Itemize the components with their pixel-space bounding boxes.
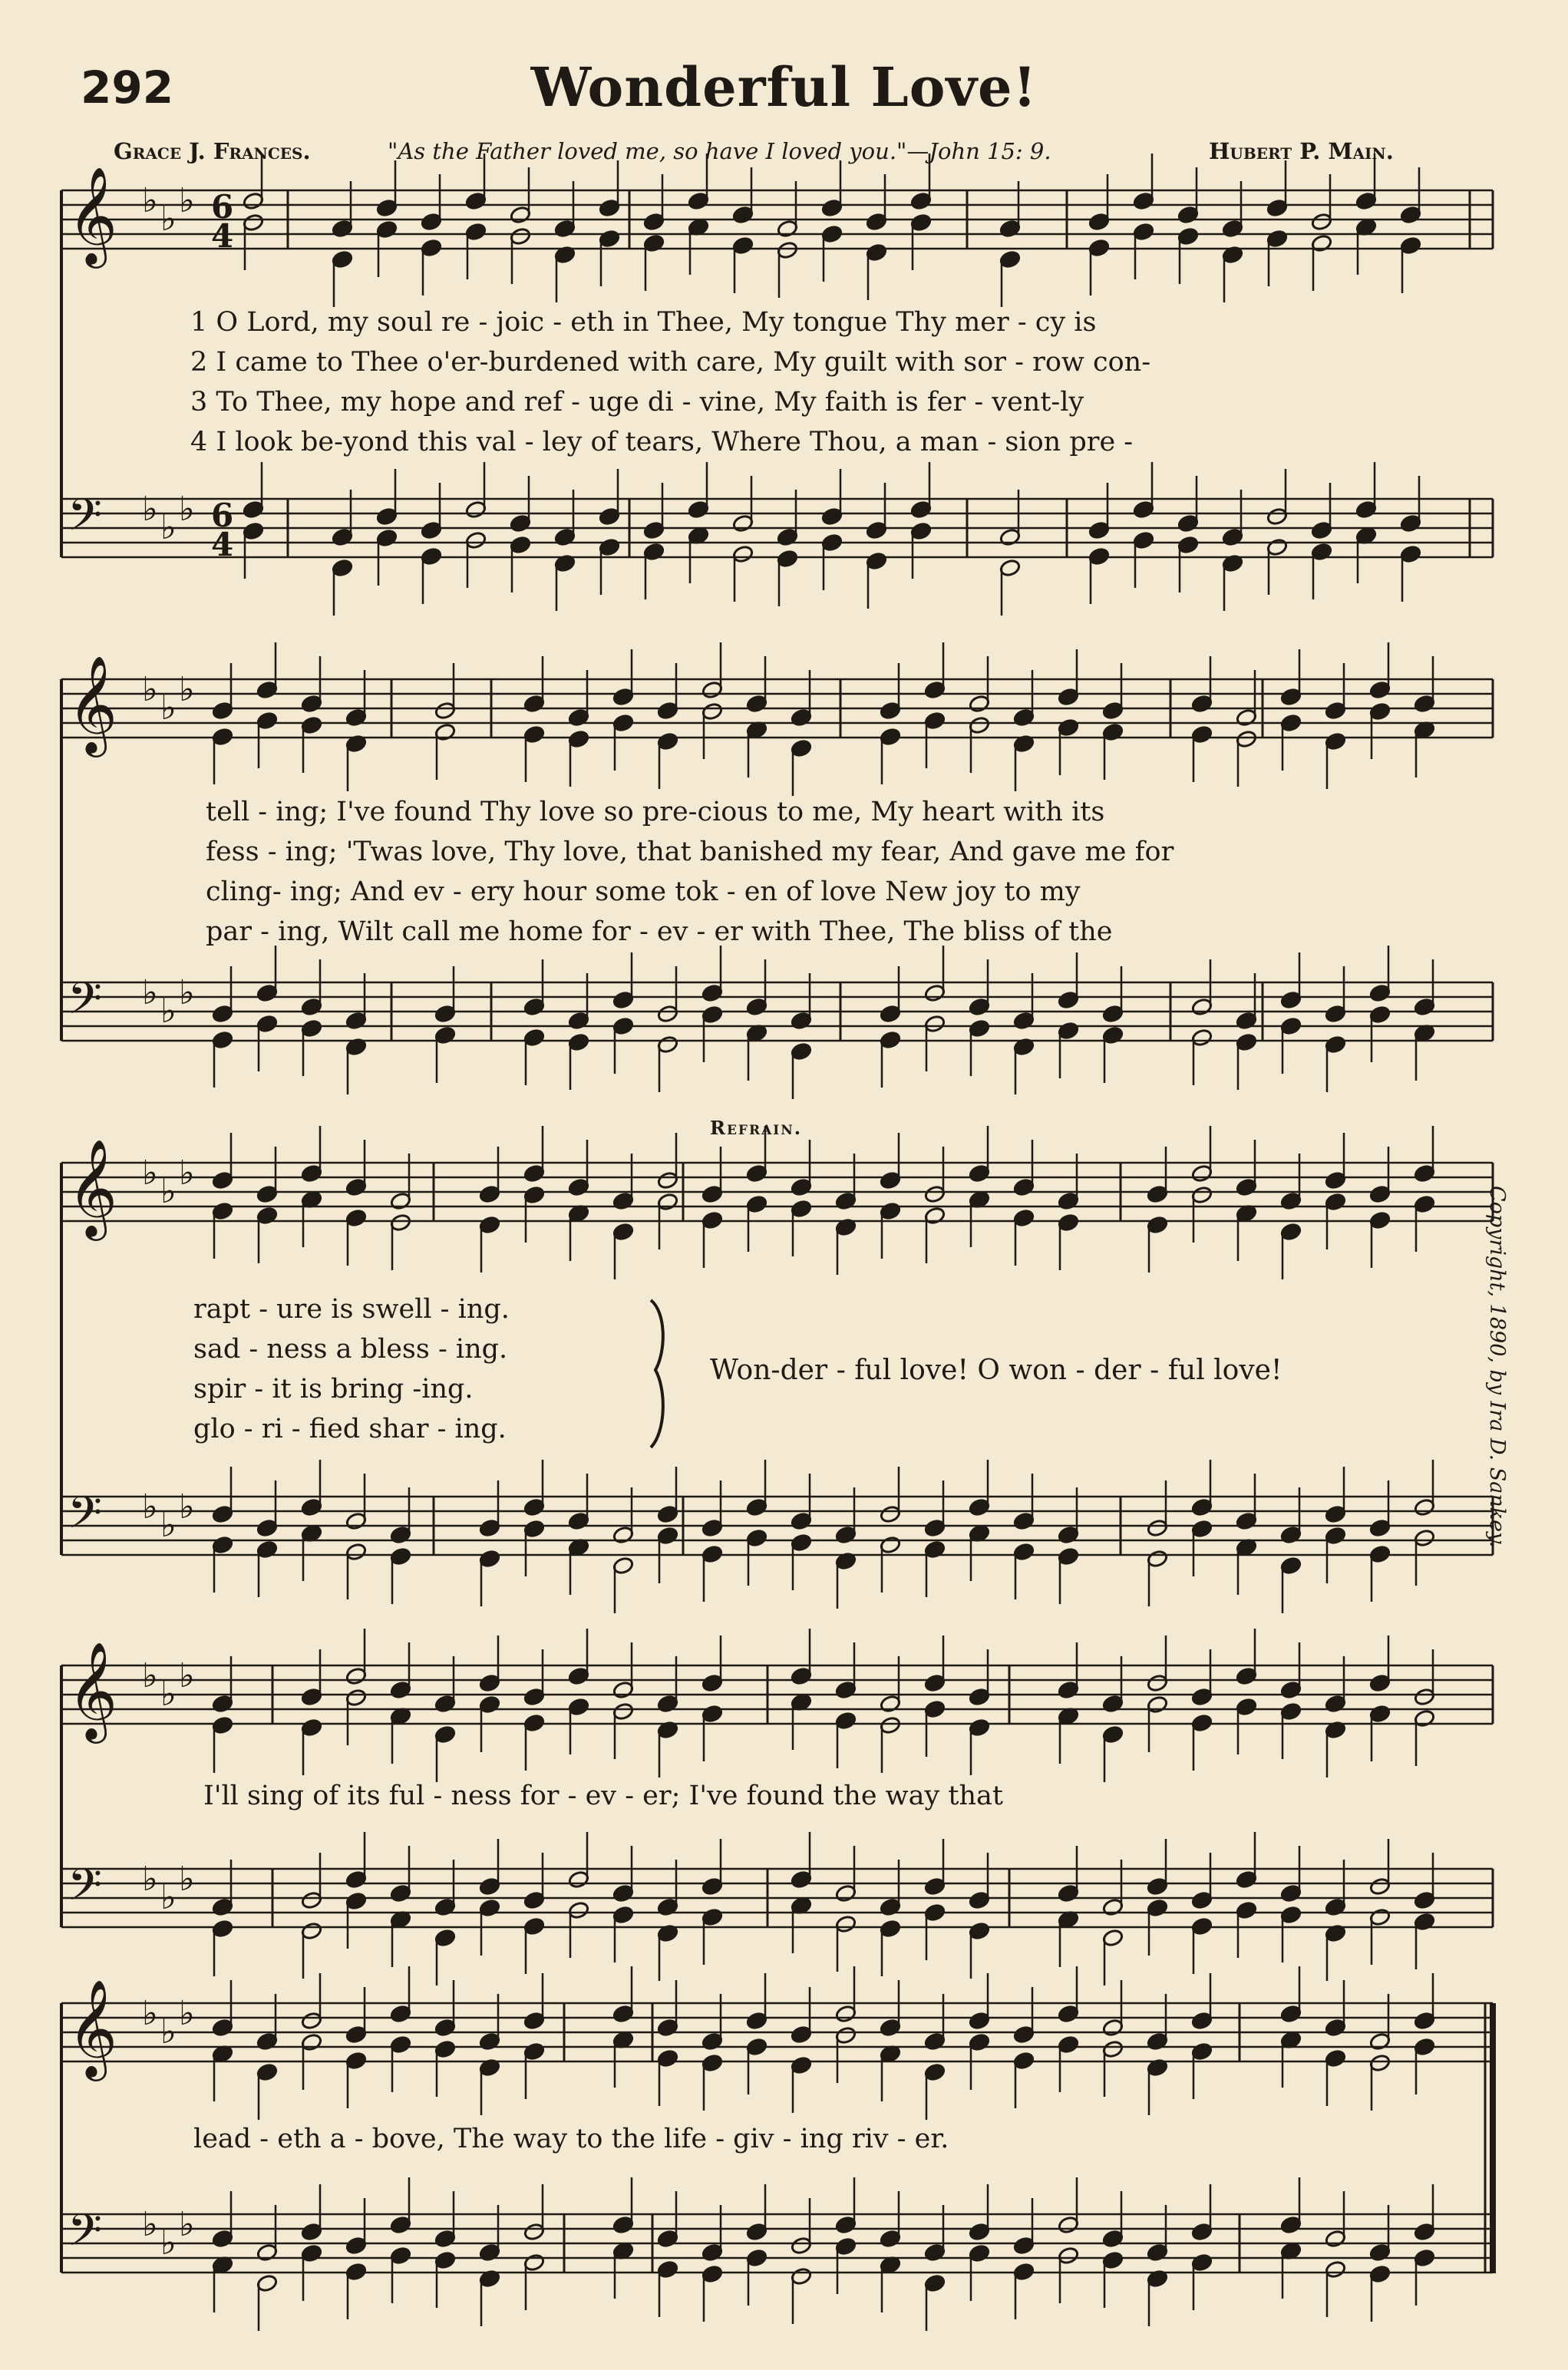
svg-text:♭: ♭ bbox=[160, 992, 177, 1031]
svg-text:♭: ♭ bbox=[179, 1994, 195, 2033]
refrain-line-2: I'll sing of its ful - ness for - ev - er; I've found the way that bbox=[203, 1781, 1003, 1811]
bar-lines bbox=[61, 190, 1493, 2273]
svg-text:𝄢: 𝄢 bbox=[68, 489, 103, 552]
svg-text:4: 4 bbox=[211, 526, 234, 563]
svg-text:♭: ♭ bbox=[179, 1860, 195, 1899]
verse-1-line-1: 1 O Lord, my soul re - joic - eth in Thee, My tongue Thy mer - cy is bbox=[190, 307, 1097, 338]
svg-text:𝄢: 𝄢 bbox=[68, 1487, 103, 1550]
svg-text:♭: ♭ bbox=[142, 2205, 158, 2244]
svg-text:6: 6 bbox=[211, 497, 234, 534]
verse-3-line-2: cling- ing; And ev - ery hour some tok - en of love New joy to my bbox=[206, 876, 1081, 907]
svg-text:𝄞: 𝄞 bbox=[68, 1979, 118, 2077]
scripture-reference: "As the Father loved me, so have I loved you."—John 15: 9. bbox=[388, 138, 1051, 164]
verse-4-line-2: par - ing, Wilt call me home for - ev - er with Thee, The bliss of the bbox=[206, 916, 1113, 947]
page-number: 292 bbox=[81, 61, 174, 114]
svg-text:4: 4 bbox=[211, 217, 234, 255]
svg-text:𝄢: 𝄢 bbox=[68, 972, 103, 1035]
verse-1-line-2: tell - ing; I've found Thy love so pre-cious to me, My heart with its bbox=[206, 797, 1105, 827]
svg-text:♭: ♭ bbox=[179, 1656, 195, 1695]
svg-text:♭: ♭ bbox=[179, 1487, 195, 1527]
verse-3-line-1: 3 To Thee, my hope and ref - uge di - vine, My faith is fer - vent-ly bbox=[190, 387, 1084, 418]
svg-text:♭: ♭ bbox=[179, 973, 195, 1012]
svg-text:♭: ♭ bbox=[160, 200, 177, 239]
svg-text:♭: ♭ bbox=[142, 1487, 158, 1527]
svg-text:𝄞: 𝄞 bbox=[68, 166, 118, 264]
svg-text:♭: ♭ bbox=[142, 490, 158, 529]
svg-text:♭: ♭ bbox=[160, 1675, 177, 1714]
svg-text:𝄞: 𝄞 bbox=[68, 1138, 118, 1236]
svg-text:♭: ♭ bbox=[179, 670, 195, 709]
svg-text:♭: ♭ bbox=[160, 1506, 177, 1545]
svg-text:𝄢: 𝄢 bbox=[68, 2204, 103, 2267]
verse-2-line-1: 2 I came to Thee o'er-burdened with care, My guilt with sor - row con- bbox=[190, 347, 1151, 378]
refrain-line-3: lead - eth a - bove, The way to the life - giv - ing riv - er. bbox=[193, 2124, 949, 2154]
svg-text:♭: ♭ bbox=[160, 1878, 177, 1917]
svg-text:♭: ♭ bbox=[160, 2012, 177, 2051]
copyright-notice: Copyright, 1890, by Ira D. Sankey. bbox=[1485, 1186, 1509, 1548]
svg-text:♭: ♭ bbox=[160, 508, 177, 547]
svg-text:♭: ♭ bbox=[179, 181, 195, 220]
svg-text:♭: ♭ bbox=[179, 1154, 195, 1193]
svg-text:♭: ♭ bbox=[142, 973, 158, 1012]
clef-symbols bbox=[68, 166, 233, 2267]
svg-text:6: 6 bbox=[211, 188, 234, 226]
svg-text:♭: ♭ bbox=[160, 688, 177, 728]
note-heads bbox=[212, 153, 1436, 2331]
verse-2-line-3: sad - ness a bless - ing. bbox=[193, 1334, 508, 1365]
composer-credit: Hubert P. Main. bbox=[1209, 138, 1394, 164]
hymn-title: Wonderful Love! bbox=[530, 55, 1038, 119]
svg-text:♭: ♭ bbox=[142, 1154, 158, 1193]
svg-text:♭: ♭ bbox=[142, 181, 158, 220]
svg-text:𝄢: 𝄢 bbox=[68, 1859, 103, 1922]
verse-3-line-3: spir - it is bring -ing. bbox=[193, 1374, 474, 1405]
author-credit: Grace J. Frances. bbox=[114, 138, 311, 164]
verse-4-line-3: glo - ri - fied shar - ing. bbox=[193, 1414, 507, 1444]
svg-text:♭: ♭ bbox=[179, 490, 195, 529]
verse-2-line-2: fess - ing; 'Twas love, Thy love, that banished my fear, And gave me for bbox=[206, 837, 1174, 867]
svg-text:♭: ♭ bbox=[142, 1860, 158, 1899]
refrain-line-1: Won-der - ful love! O won - der - ful love! bbox=[710, 1355, 1282, 1386]
verse-brace bbox=[645, 1297, 675, 1451]
svg-text:𝄞: 𝄞 bbox=[68, 1641, 118, 1739]
svg-text:♭: ♭ bbox=[160, 2223, 177, 2263]
svg-text:♭: ♭ bbox=[160, 1172, 177, 1211]
verse-1-line-3: rapt - ure is swell - ing. bbox=[193, 1294, 510, 1325]
refrain-label: Refrain. bbox=[710, 1117, 803, 1139]
staff-lines bbox=[61, 190, 1493, 2273]
svg-text:♭: ♭ bbox=[179, 2205, 195, 2244]
svg-text:♭: ♭ bbox=[142, 670, 158, 709]
svg-text:♭: ♭ bbox=[142, 1656, 158, 1695]
svg-text:♭: ♭ bbox=[142, 1994, 158, 2033]
verse-4-line-1: 4 I look be-yond this val - ley of tears, Where Thou, a man - sion pre - bbox=[190, 427, 1134, 457]
svg-text:𝄞: 𝄞 bbox=[68, 655, 118, 753]
